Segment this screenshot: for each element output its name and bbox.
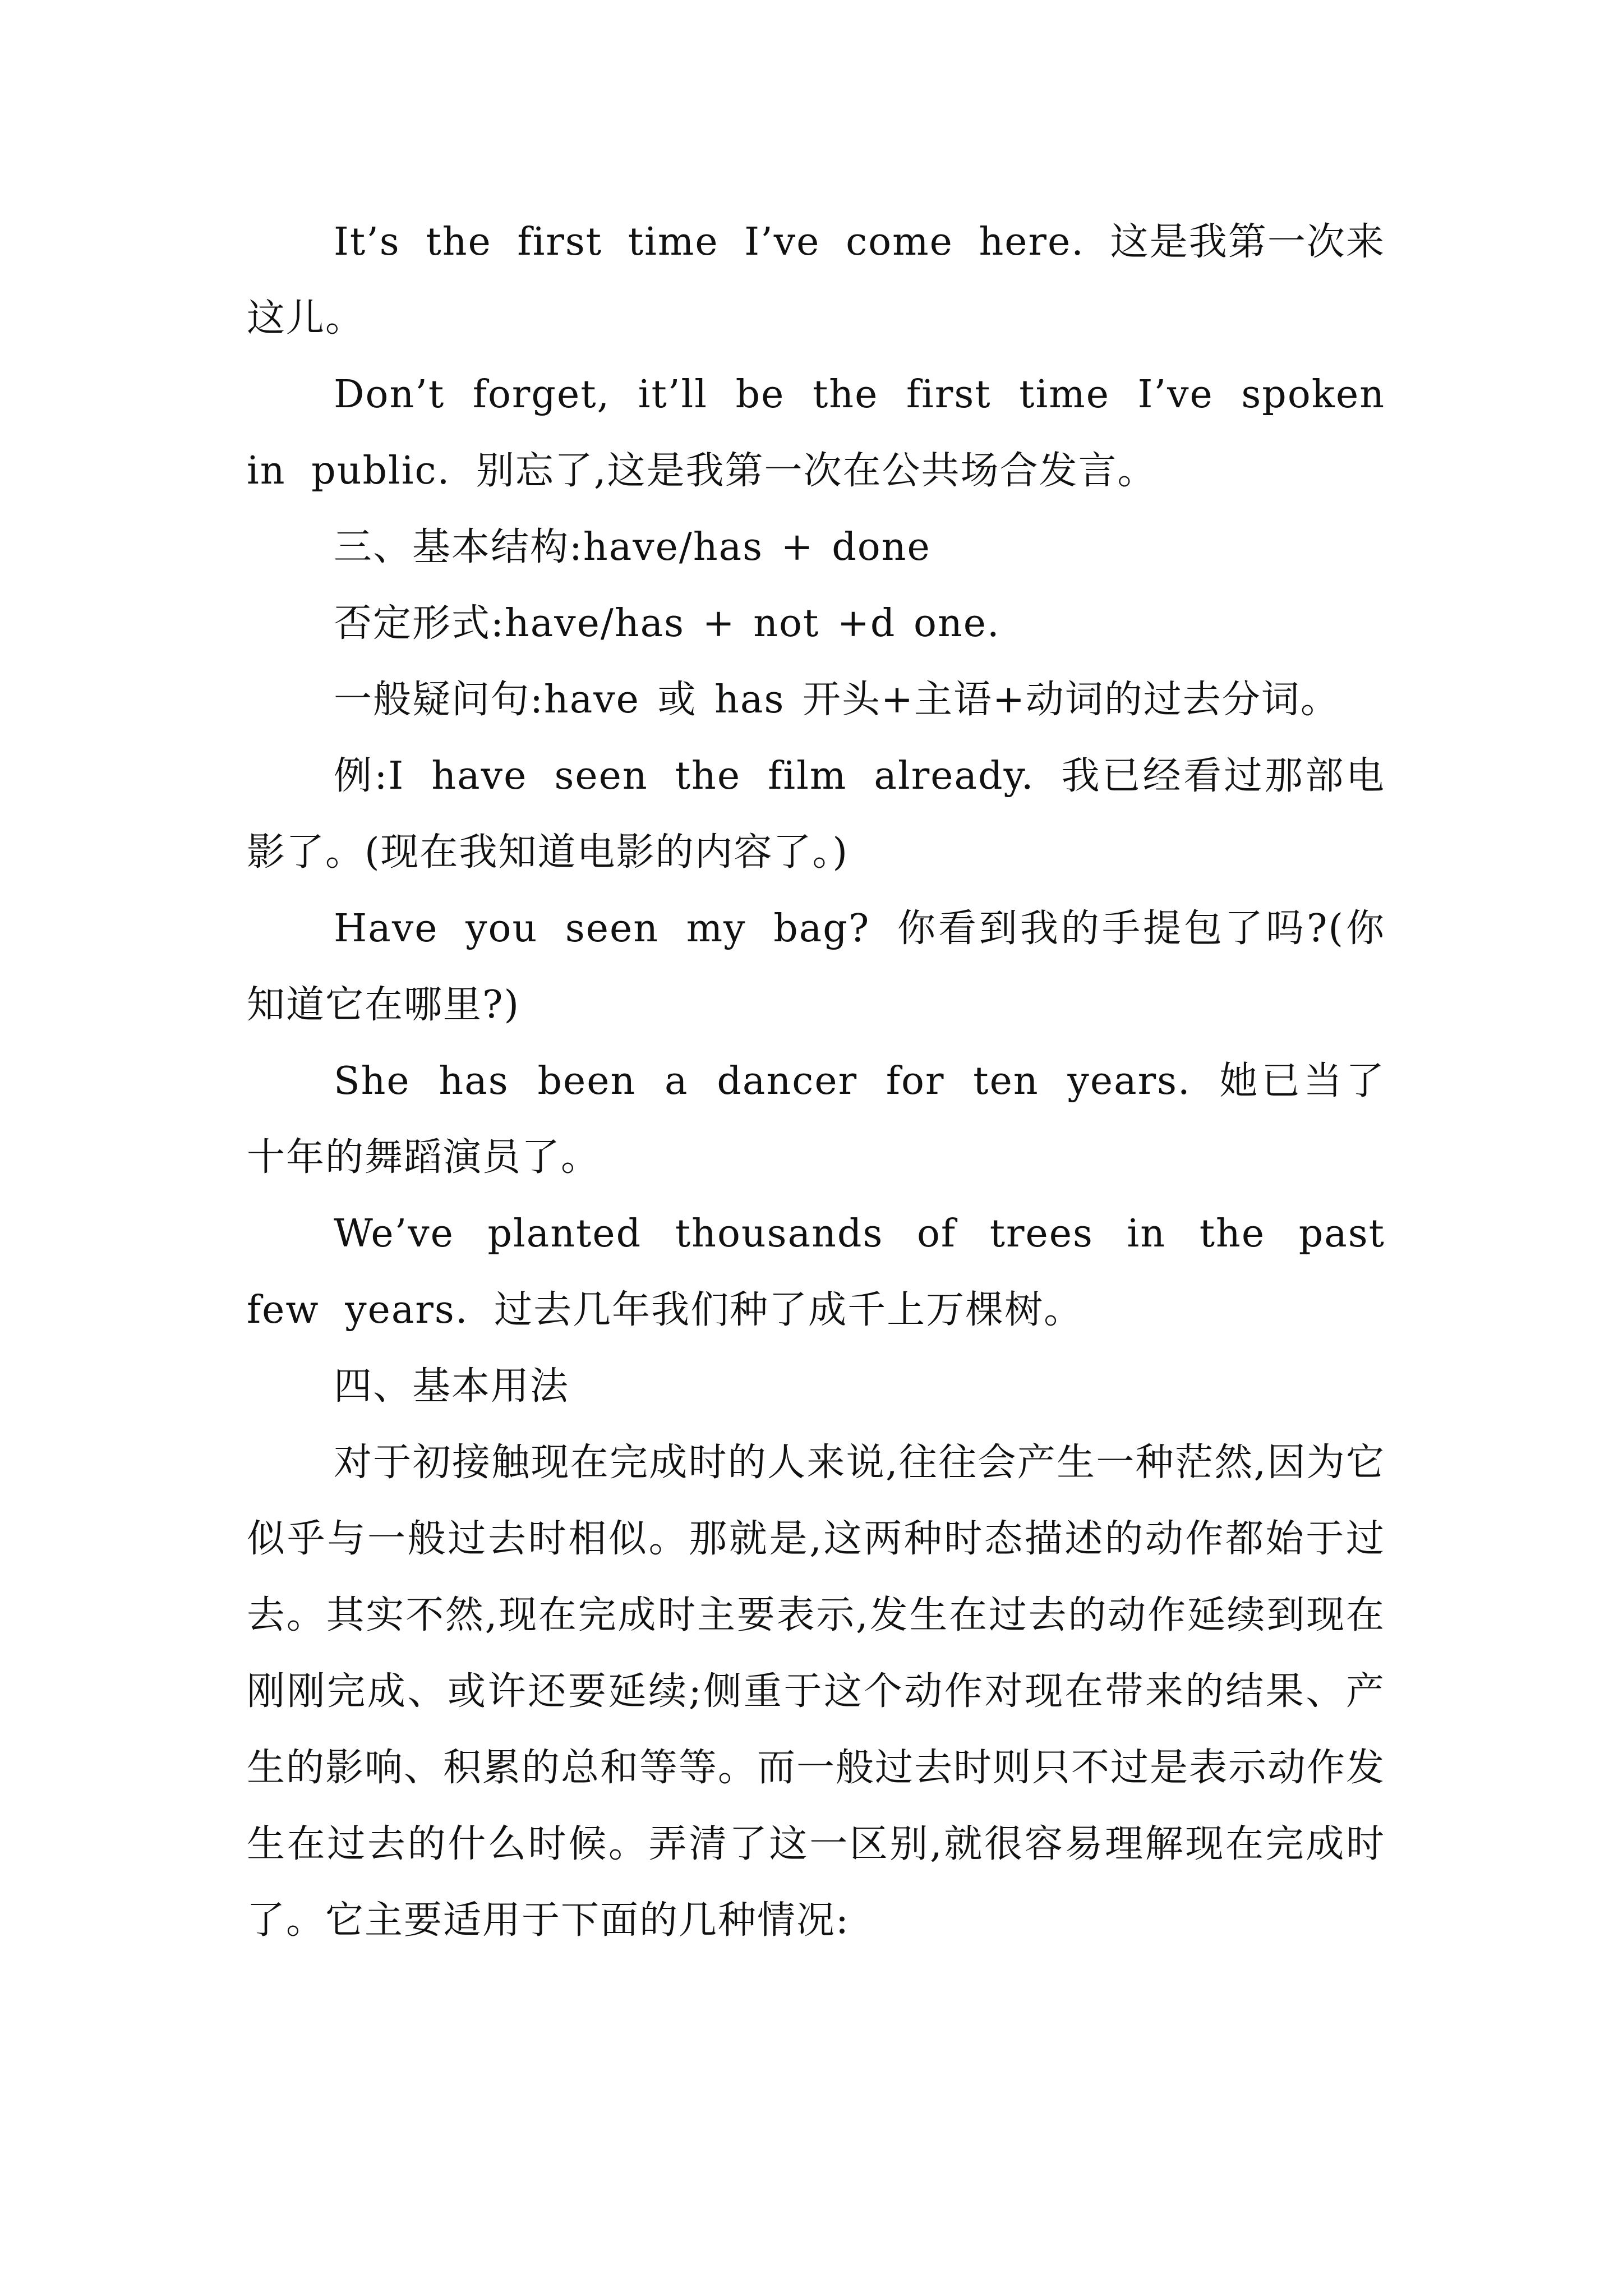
paragraph-example-film: 例:I have seen the film already. 我已经看过那部电影了。(现在我知道电影的内容了。)	[247, 754, 1385, 875]
paragraph-general-question: 一般疑问句:have 或 has 开头+主语+动词的过去分词。	[334, 678, 1340, 722]
paragraph-example-bag: Have you seen my bag? 你看到我的手提包了吗?(你知道它在哪里?)	[247, 907, 1385, 1027]
paragraph-example-trees: We’ve planted thousands of trees in the past few years. 过去几年我们种了成千上万棵树。	[247, 1212, 1385, 1332]
paragraph-negative-form: 否定形式:have/has + not +d one.	[334, 601, 1000, 646]
paragraph-first-time-come-here: It’s the first time I’ve come here. 这是我第一次来这儿。	[247, 220, 1385, 341]
paragraph-example-dancer: She has been a dancer for ten years. 她已当了十年的舞蹈演员了。	[247, 1059, 1385, 1180]
heading-basic-structure: 三、基本结构:have/has + done	[334, 525, 931, 569]
paragraph-usage-explanation: 对于初接触现在完成时的人来说,往往会产生一种茫然,因为它似乎与一般过去时相似。那就是,这两种时态描述的动作都始于过去。其实不然,现在完成时主要表示,发生在过去的动作延续到现在刚刚完成、或许还要延续;侧重于这个动作对现在带来的结果、产生的影响、积累的总和等等。而一般过去时则只不过是表示动作发生在过去的什么时候。弄清了这一区别,就很容易理解现在完成时了。它主要适用于下面的几种情况:	[247, 1441, 1386, 1943]
heading-basic-usage: 四、基本用法	[334, 1364, 570, 1409]
document-body	[247, 204, 1385, 1959]
paragraph-first-time-spoken: Don’t forget, it’ll be the first time I’ve spoken in public. 别忘了,这是我第一次在公共场合发言。	[247, 372, 1385, 493]
